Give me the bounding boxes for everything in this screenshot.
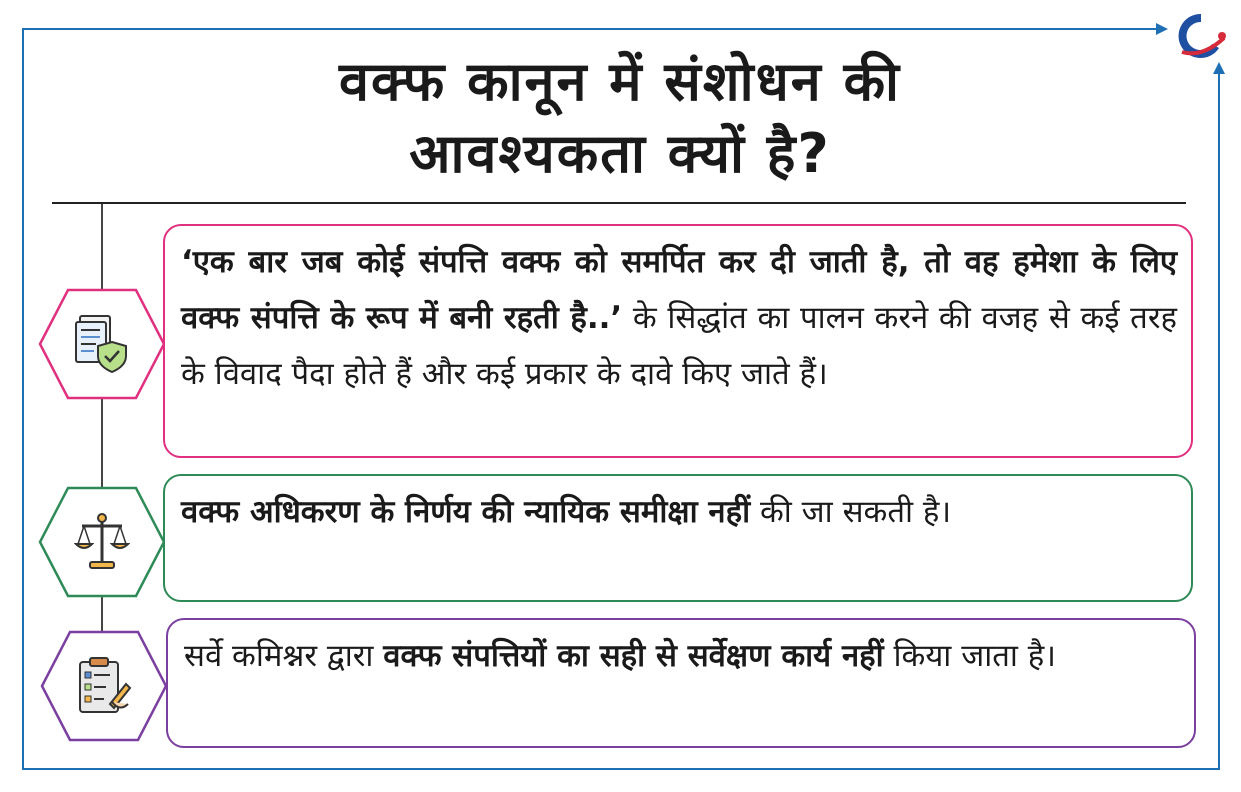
point-card-2 [163,474,1193,602]
clipboard-checklist-icon [76,654,132,718]
title-line-2: आवश्यकता क्यों है? [409,122,831,185]
hexagon-badge-2 [38,486,166,598]
document-shield-icon [74,312,130,376]
title-line-1: वक्फ कानून में संशोधन की [338,50,902,113]
point-3-bold: वक्फ संपत्तियों का सही से सर्वेक्षण कार्य नहीं [383,638,884,674]
frame-top-line [22,28,1162,30]
point-3-rest: किया जाता है। [883,638,1056,674]
point-3-text [184,628,1180,684]
point-1-bold: ‘एक बार जब कोई संपत्ति वक्फ को समर्पित कर दी जाती है, तो वह हमेशा के लिए वक्फ संपत्ति के रूप में बनी रहती है..’ [181,244,1177,336]
point-card-3 [166,618,1196,748]
scales-of-justice-icon [74,510,130,574]
point-2-bold: वक्फ अधिकरण के निर्णय की न्यायिक समीक्षा नहीं [181,494,751,530]
point-card-1 [163,224,1193,458]
page-title [60,46,1180,190]
title-divider [52,202,1186,204]
brand-logo-icon [1172,8,1230,66]
frame-right-line [1218,70,1220,770]
hexagon-badge-3 [40,630,168,742]
arrow-right-icon [1156,23,1168,35]
point-2-rest: की जा सकती है। [750,494,952,530]
point-2-text [181,484,1177,540]
point-1-rest: के सिद्धांत का पालन करने की वजह से कई तरह के विवाद पैदा होते हैं और कई प्रकार के दावे किए जाते हैं। [181,300,1177,392]
point-3-pre: सर्वे कमिश्नर द्वारा [184,638,384,674]
hexagon-badge-1 [38,288,166,400]
point-1-text [181,234,1177,402]
